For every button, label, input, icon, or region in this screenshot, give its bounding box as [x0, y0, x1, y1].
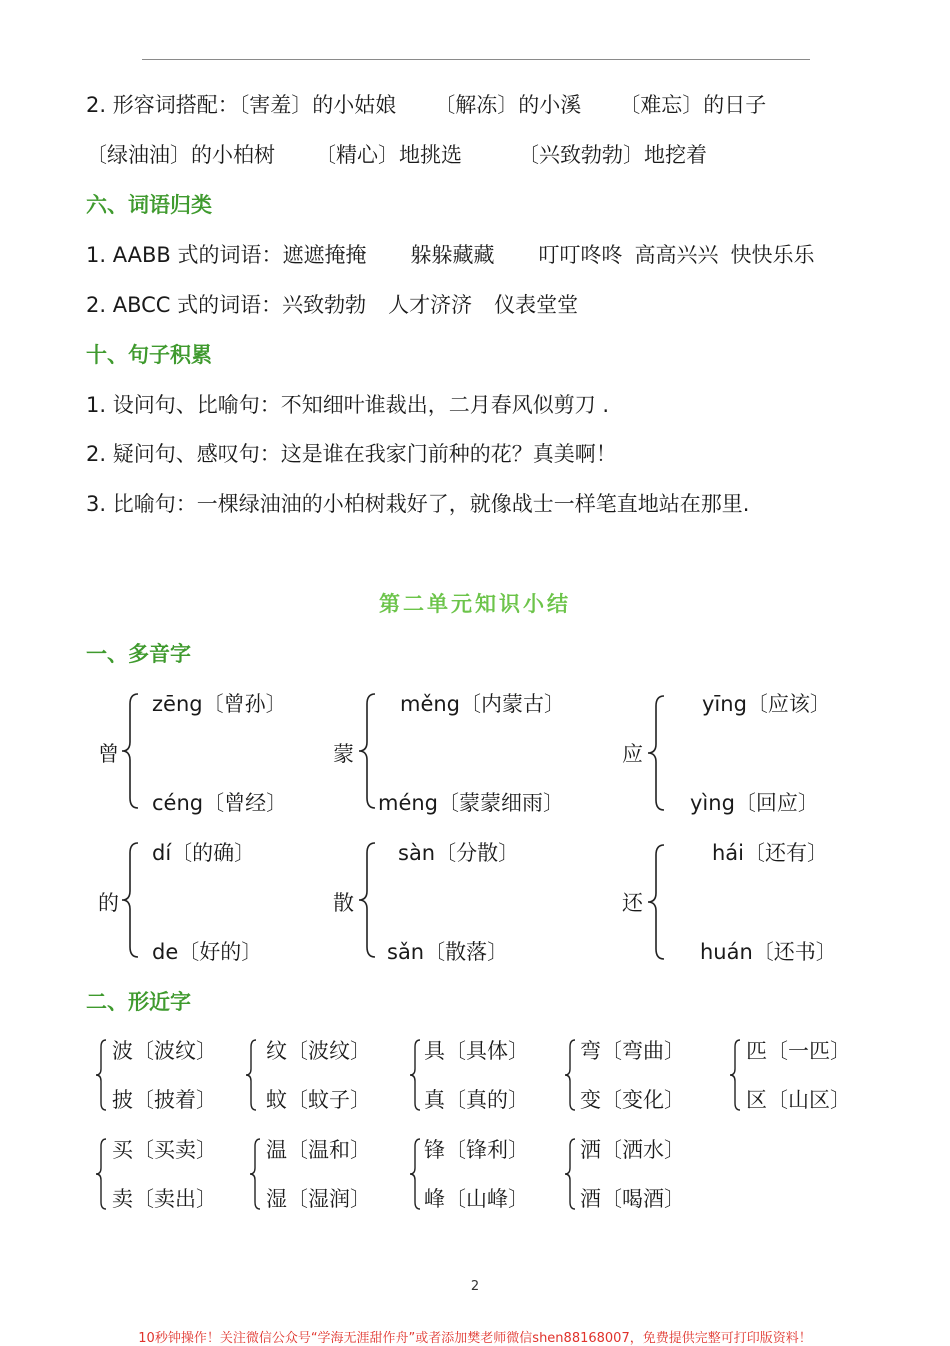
similar-char: 峰〔山峰〕	[424, 1187, 529, 1211]
polyphone-char: 应	[622, 742, 643, 766]
adjective-line-1	[86, 89, 766, 119]
polyphone-char: 曾	[98, 742, 119, 766]
brace-icon	[355, 692, 377, 810]
polyphone-reading: měng〔内蒙古〕	[400, 692, 566, 716]
small-brace-icon	[94, 1137, 108, 1211]
word: 快快乐乐	[730, 243, 815, 267]
section-heading-six: 六、词语归类	[86, 193, 212, 217]
polyphone-reading: zēng〔曾孙〕	[152, 692, 287, 716]
similar-char: 弯〔弯曲〕	[580, 1039, 685, 1063]
adjective-item: 〔难忘〕的日子	[619, 93, 767, 117]
polyphone-reading: sàn〔分散〕	[398, 841, 520, 865]
word: 仪表堂堂	[494, 293, 579, 317]
similar-char: 酒〔喝酒〕	[580, 1187, 685, 1211]
small-brace-icon	[248, 1137, 262, 1211]
word: 兴致勃勃	[282, 293, 367, 317]
similar-char: 纹〔波纹〕	[266, 1039, 371, 1063]
section-heading-similar: 二、形近字	[86, 990, 191, 1014]
polyphone-char: 蒙	[333, 742, 354, 766]
small-brace-icon	[408, 1038, 422, 1112]
polyphone-char: 还	[622, 891, 643, 915]
polyphone-reading: huán〔还书〕	[700, 940, 837, 964]
small-brace-icon	[94, 1038, 108, 1112]
small-brace-icon	[563, 1137, 577, 1211]
word-class-line-1	[86, 239, 815, 269]
brace-icon	[118, 841, 140, 959]
section-heading-polyphone: 一、多音字	[86, 642, 191, 666]
similar-char: 卖〔卖出〕	[112, 1187, 217, 1211]
sentence-3: 3. 比喻句：一棵绿油油的小柏树栽好了，就像战士一样笔直地站在那里.	[86, 492, 750, 516]
polyphone-reading: yīng〔应该〕	[702, 692, 831, 716]
word-class-label: 2. ABCC 式的词语：	[86, 293, 283, 317]
sentence-1: 1. 设问句、比喻句：不知细叶谁裁出，二月春风似剪刀 .	[86, 393, 610, 417]
adjective-label: 2. 形容词搭配：	[86, 93, 239, 117]
page-number: 2	[470, 1279, 480, 1294]
polyphone-reading: méng〔蒙蒙细雨〕	[378, 791, 565, 815]
adjective-item: 〔兴致勃勃〕地挖着	[518, 143, 707, 167]
small-brace-icon	[728, 1038, 742, 1112]
similar-char: 区〔山区〕	[746, 1088, 851, 1112]
polyphone-reading: yìng〔回应〕	[690, 791, 819, 815]
similar-char: 湿〔湿润〕	[266, 1187, 371, 1211]
small-brace-icon	[408, 1137, 422, 1211]
word: 叮叮咚咚	[538, 243, 623, 267]
similar-char: 真〔真的〕	[424, 1088, 529, 1112]
similar-char: 具〔具体〕	[424, 1039, 529, 1063]
promo-footer: 10秒钟操作！关注微信公众号“学海无涯甜作舟”或者添加樊老师微信shen88168007，免费提供完整可打印版资料！	[138, 1331, 812, 1346]
unit-title: 第二单元知识小结	[379, 592, 571, 616]
polyphone-reading: céng〔曾经〕	[152, 791, 288, 815]
similar-char: 蚊〔蚊子〕	[266, 1088, 371, 1112]
polyphone-char: 散	[333, 891, 354, 915]
polyphone-reading: dí〔的确〕	[152, 841, 256, 865]
brace-icon	[644, 843, 666, 961]
similar-char: 变〔变化〕	[580, 1088, 685, 1112]
adjective-item: 〔绿油油〕的小柏树	[86, 143, 275, 167]
small-brace-icon	[563, 1038, 577, 1112]
word: 人才济济	[388, 293, 473, 317]
brace-icon	[644, 694, 666, 812]
polyphone-char: 的	[98, 891, 119, 915]
similar-char: 锋〔锋利〕	[424, 1138, 529, 1162]
brace-icon	[355, 841, 377, 959]
similar-char: 披〔披着〕	[112, 1088, 217, 1112]
adjective-item: 〔解冻〕的小溪	[434, 93, 582, 117]
adjective-item: 〔精心〕地挑选	[315, 143, 462, 167]
polyphone-reading: hái〔还有〕	[712, 841, 829, 865]
similar-char: 洒〔洒水〕	[580, 1138, 685, 1162]
polyphone-reading: sǎn〔散落〕	[387, 940, 509, 964]
top-rule	[142, 59, 810, 60]
word: 躲躲藏藏	[410, 243, 495, 267]
similar-char: 温〔温和〕	[266, 1138, 371, 1162]
adjective-line-2	[86, 139, 707, 169]
similar-char: 买〔买卖〕	[112, 1138, 217, 1162]
small-brace-icon	[244, 1038, 258, 1112]
section-heading-ten: 十、句子积累	[86, 343, 212, 367]
similar-char: 匹〔一匹〕	[746, 1039, 851, 1063]
polyphone-reading: de〔好的〕	[152, 940, 263, 964]
word: 遮遮掩掩	[282, 243, 367, 267]
word-class-label: 1. AABB 式的词语：	[86, 243, 283, 267]
similar-char: 波〔波纹〕	[112, 1039, 217, 1063]
sentence-2: 2. 疑问句、感叹句：这是谁在我家门前种的花？真美啊！	[86, 442, 617, 466]
word: 高高兴兴	[634, 243, 719, 267]
adjective-item: 〔害羞〕的小姑娘	[238, 93, 397, 117]
word-class-line-2	[86, 289, 578, 319]
brace-icon	[118, 692, 140, 810]
